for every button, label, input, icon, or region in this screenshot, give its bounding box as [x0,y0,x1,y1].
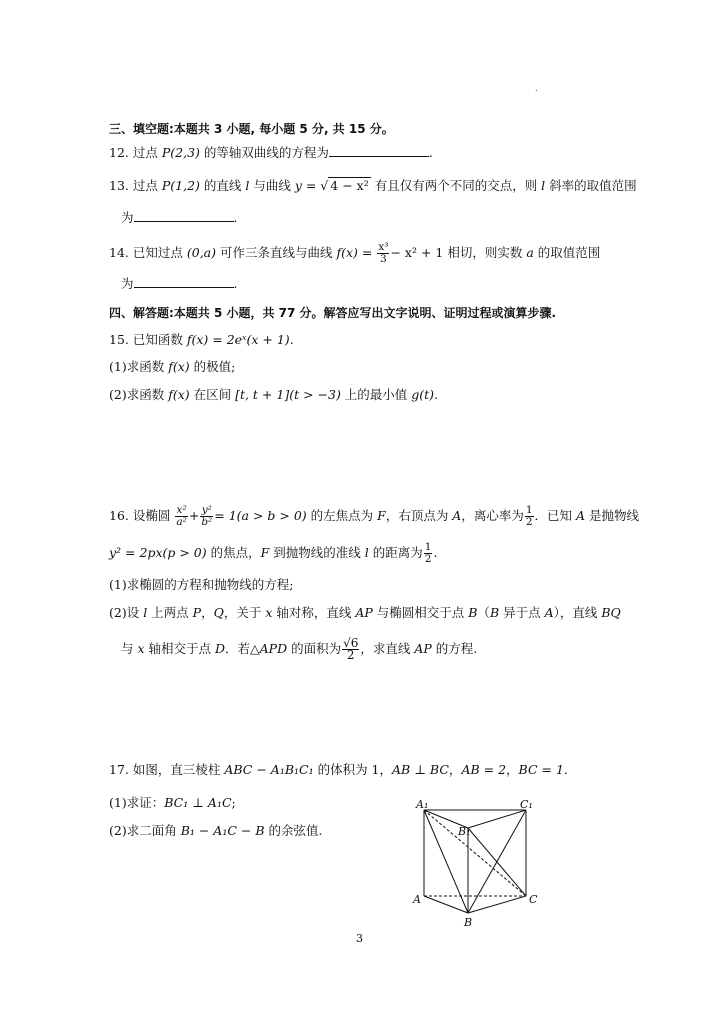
question-17-part2: (2)求二面角 B₁ − A₁C − B 的余弦值. [109,823,323,838]
answer-blank-14[interactable] [134,275,234,288]
label-c: C [529,893,538,906]
answer-blank-13[interactable] [134,209,234,222]
question-17: 17. 如图，直三棱柱 ABC − A₁B₁C₁ 的体积为 1，AB ⊥ BC，AB = 2，BC = 1. [109,762,568,777]
question-16-line2: y² = 2px(p > 0) 的焦点，F 到抛物线的准线 l 的距离为 $\frac{1}{2}$ . [109,541,438,565]
question-15-part2: (2)求函数 f(x) 在区间 [t, t + 1](t > −3) 上的最小值 g(t). [109,387,439,402]
question-15: 15. 已知函数 f(x) = 2eˣ(x + 1). [109,332,294,347]
header-mark: . [535,84,538,93]
label-b1: B₁ [458,825,471,838]
question-13-line2: 为 . [121,210,238,225]
prism-figure [408,795,548,930]
question-17-part1: (1)求证：BC₁ ⊥ A₁C; [109,795,236,810]
question-14-line2: 为 . [121,276,238,291]
question-16-part2: (2)设 l 上两点 P，Q，关于 x 轴对称，直线 AP 与椭圆相交于点 B（B 异于点 A），直线 BQ [109,605,621,620]
question-13: 13. 过点 P(1,2) 的直线 l 与曲线 y = √ 4 − x² 有且仅有两个不同的交点，则 l 斜率的取值范围 [109,178,637,193]
label-b: B [464,916,473,929]
question-14: 14. 已知过点 (0,a) 可作三条直线与曲线 f(x) = $\frac{\text{x³}}{3}$ − x² + 1 相切，则实数 a 的取值范围 [109,241,601,265]
question-16-part1: (1)求椭圆的方程和抛物线的方程; [109,577,294,592]
answer-blank-12[interactable] [329,144,429,157]
section-3-title: 三、填空题:本题共 3 小题, 每小题 5 分, 共 15 分。 [109,122,394,136]
page-number: 3 [356,932,363,945]
section-4-title: 四、解答题:本题共 5 小题，共 77 分。解答应写出文字说明、证明过程或演算步骤. [109,306,557,320]
question-16-part2-line2: 与 x 轴相交于点 D．若△APD 的面积为 $\frac{√6}{2}$ ，求直线 AP 的方程. [121,636,478,662]
label-a1: A₁ [416,798,429,811]
fraction-x3-over-3: $\frac{\text{x³}}{3}$ [378,241,389,265]
question-15-part1: (1)求函数 f(x) 的极值; [109,359,236,374]
question-16: 16. 设椭圆 $\frac{\text{x²}}{\text{a²}}$ + $\frac{\text{y²}}{\text{b²}}$ = 1(a > b > 0) 的左焦点为 F，右顶点为 A，离心率为 $\frac{1}{2}$ ．已知 A 是抛物线 [109,504,640,528]
label-c1: C₁ [520,798,533,811]
question-12: 12. 过点 P(2,3) 的等轴双曲线的方程为 . [109,145,433,160]
label-a: A [413,893,421,906]
segment-a1c-hidden [424,810,526,896]
